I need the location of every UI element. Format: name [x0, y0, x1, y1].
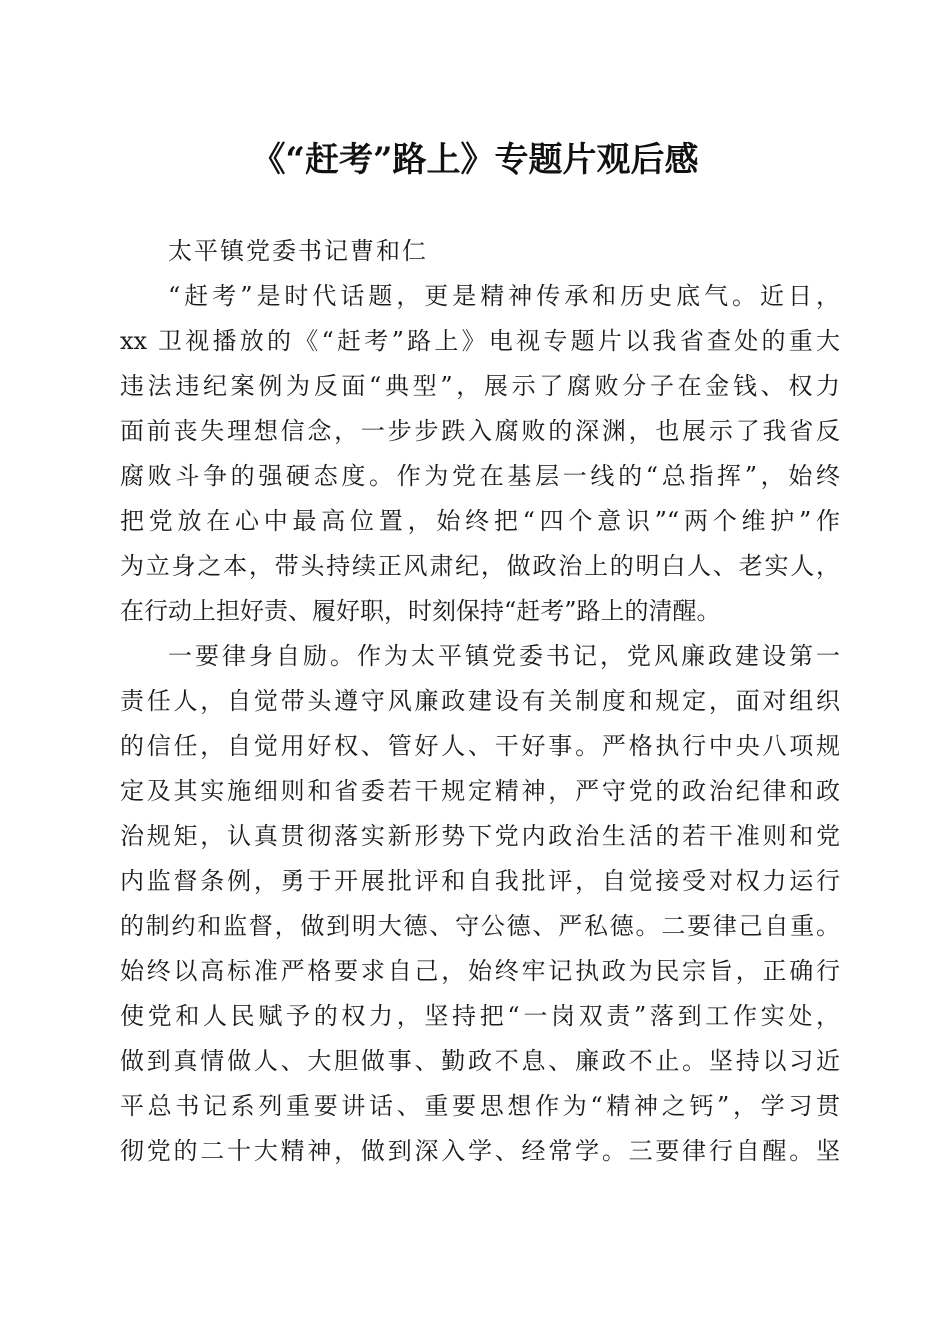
paragraph-2-line: 做到真情做人、大胆做事、勤政不息、廉政不止。坚持以习近: [120, 1047, 840, 1075]
paragraph-2-line: 内监督条例，勇于开展批评和自我批评，自觉接受对权力运行: [120, 867, 840, 895]
paragraph-1-line: xx 卫视播放的《“赶考”路上》电视专题片以我省查处的重大: [120, 327, 840, 355]
paragraph-2-line: 一要律身自励。作为太平镇党委书记，党风廉政建设第一: [168, 642, 840, 670]
paragraph-2-line: 使党和人民赋予的权力，坚持把“一岗双责”落到工作实处，: [120, 1002, 840, 1030]
paragraph-1-line: 违法违纪案例为反面“典型”，展示了腐败分子在金钱、权力: [120, 372, 840, 400]
paragraph-2-line: 彻党的二十大精神，做到深入学、经常学。三要律行自醒。坚: [120, 1137, 840, 1165]
paragraph-1-line: 把党放在心中最高位置，始终把“四个意识”“两个维护”作: [120, 507, 840, 535]
paragraph-2-line: 定及其实施细则和省委若干规定精神，严守党的政治纪律和政: [120, 777, 840, 805]
paragraph-1-line: 腐败斗争的强硬态度。作为党在基层一线的“总指挥”，始终: [120, 462, 840, 490]
paragraph-1-line: “赶考”是时代话题，更是精神传承和历史底气。近日，: [168, 282, 840, 310]
paragraph-1-line: 面前丧失理想信念，一步步跌入腐败的深渊，也展示了我省反: [120, 417, 840, 445]
author-line: 太平镇党委书记曹和仁: [168, 237, 428, 265]
paragraph-2-line: 的制约和监督，做到明大德、守公德、严私德。二要律己自重。: [120, 912, 840, 940]
paragraph-1-line: 在行动上担好责、履好职，时刻保持“赶考”路上的清醒。: [120, 597, 721, 625]
paragraph-2-line: 责任人，自觉带头遵守风廉政建设有关制度和规定，面对组织: [120, 687, 840, 715]
paragraph-2-line: 的信任，自觉用好权、管好人、干好事。严格执行中央八项规: [120, 732, 840, 760]
document-title: 《“赶考”路上》专题片观后感: [251, 140, 699, 180]
paragraph-1-line: 为立身之本，带头持续正风肃纪，做政治上的明白人、老实人，: [120, 552, 840, 580]
paragraph-2-line: 治规矩，认真贯彻落实新形势下党内政治生活的若干准则和党: [120, 822, 840, 850]
paragraph-2-line: 始终以高标准严格要求自己，始终牢记执政为民宗旨，正确行: [120, 957, 840, 985]
paragraph-2-line: 平总书记系列重要讲话、重要思想作为“精神之钙”，学习贯: [120, 1092, 840, 1120]
